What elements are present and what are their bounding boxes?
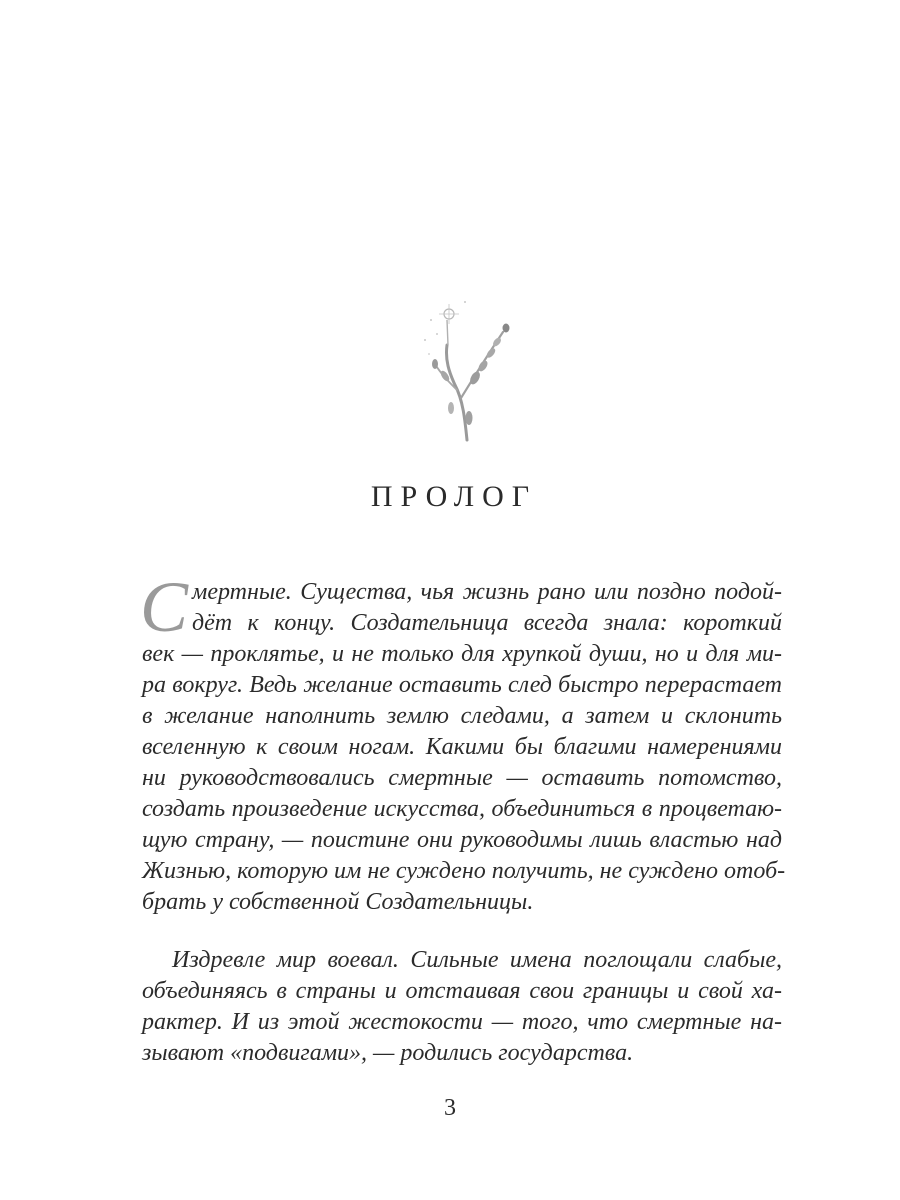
paragraph-1 [142,577,786,918]
text-line: дёт к концу. Создательница всегда знала: короткий [192,610,782,636]
text-line: ра вокруг. Ведь желание оставить след быстро перерастает [142,672,782,698]
drop-cap: С [140,567,189,647]
text-line: в желание наполнить землю следами, а затем и склонить [142,703,782,729]
text-line: брать у собственной Создательницы. [142,889,534,915]
text-line: создать произведение искусства, объединиться в процветаю- [142,796,782,822]
flower-sprig-icon [405,290,525,450]
text-line: ни руководствовались смертные — оставить потомство, [142,765,782,791]
text-line: Издревле мир воевал. Сильные имена поглощали слабые, [172,947,782,973]
text-line: рактер. И из этой жестокости — того, что смертные на- [142,1009,782,1035]
page-number: 3 [444,1095,456,1121]
text-line: объединяясь в страны и отстаивая свои границы и свой ха- [142,978,782,1004]
text-line: зывают «подвигами», — родились государства. [142,1040,634,1066]
chapter-title: ПРОЛОГ [370,480,538,513]
text-line: вселенную к своим ногам. Какими бы благими намерениями [142,734,782,760]
text-line: Жизнью, которую им не суждено получить, не суждено отоб- [142,858,786,884]
text-line: век — проклятье, и не только для хрупкой души, но и для ми- [142,641,782,667]
text-line: щую страну, — поистине они руководимы лишь властью над [142,827,782,853]
paragraph-2 [142,945,782,1069]
text-line: мертные. Существа, чья жизнь рано или поздно подой- [192,579,782,605]
